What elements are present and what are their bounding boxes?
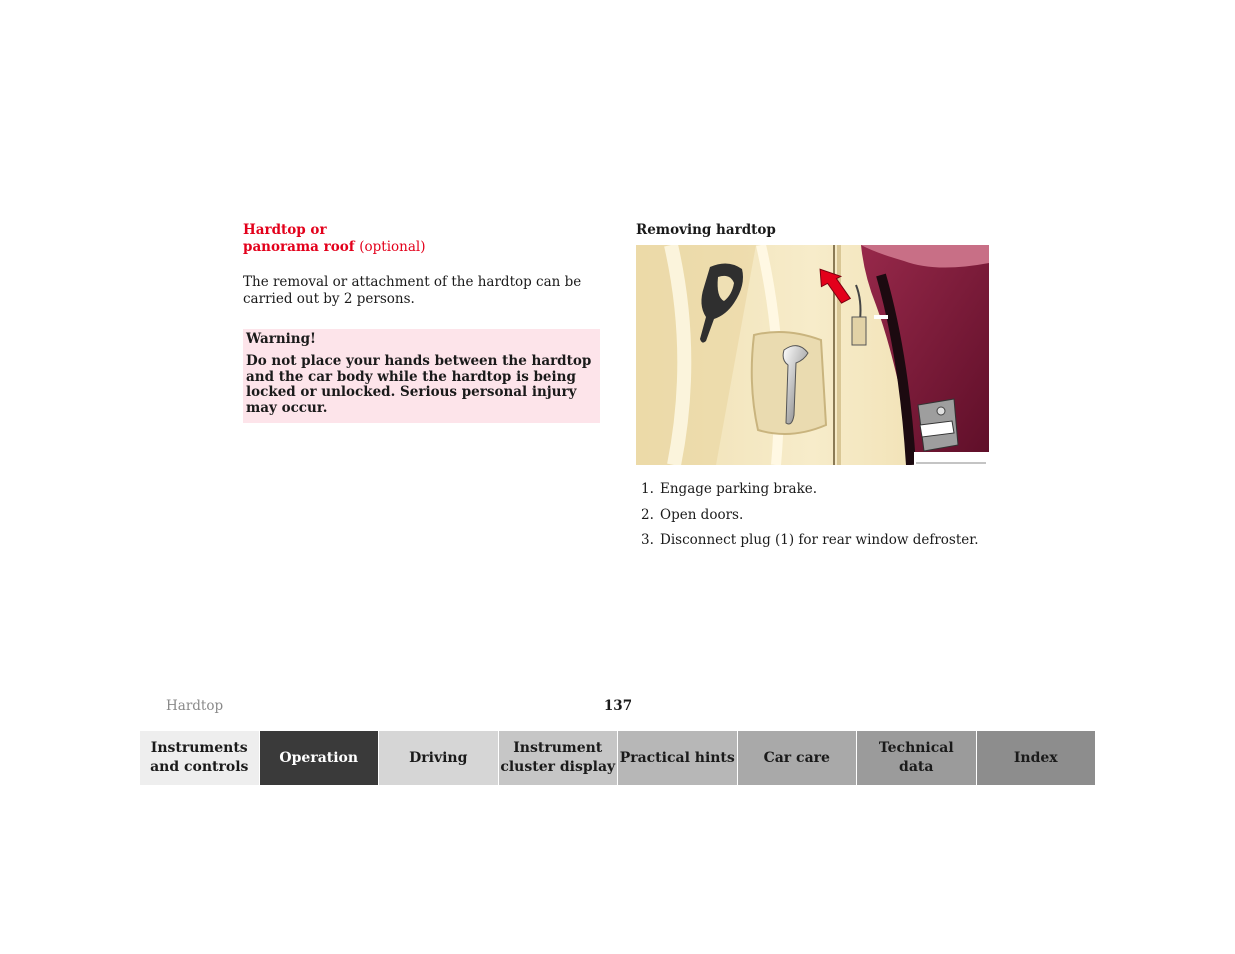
tab-label: Index	[1013, 749, 1058, 766]
step-text: Open doors.	[660, 506, 744, 523]
tab-label: Practical hints	[619, 749, 735, 766]
hardtop-latch-illustration	[636, 245, 989, 465]
step-number: 3.	[641, 532, 654, 548]
tab-label: Driving	[409, 749, 468, 766]
chapter-nav	[140, 731, 1095, 785]
tab-operation[interactable]	[260, 731, 380, 785]
step-text: Disconnect plug (1) for rear window defroster.	[660, 532, 979, 548]
left-column	[243, 222, 601, 423]
tab-label-line2: and controls	[150, 759, 249, 775]
tab-label: Operation	[279, 749, 359, 766]
step-list	[636, 481, 996, 549]
warning-title: Warning!	[246, 331, 316, 347]
section-title-optional: (optional)	[359, 239, 426, 255]
warning-box	[243, 329, 600, 423]
step-number: 1.	[641, 481, 654, 497]
page-number: 137	[603, 698, 633, 714]
tab-instruments-and-controls[interactable]	[140, 731, 260, 785]
tab-label-line1: Technical	[878, 740, 954, 756]
tab-label-line2: data	[899, 759, 934, 775]
tab-label-line2: cluster display	[500, 759, 616, 775]
tab-car-care[interactable]	[738, 731, 858, 785]
tab-practical-hints[interactable]	[618, 731, 738, 785]
tab-label-line1: Instrument	[513, 740, 603, 756]
tab-technical-data[interactable]	[857, 731, 977, 785]
tab-driving[interactable]	[379, 731, 499, 785]
section-title-line2: panorama roof	[243, 239, 355, 255]
section-title-line1: Hardtop or	[243, 222, 327, 238]
list-item	[636, 507, 996, 524]
step-text: Engage parking brake.	[660, 481, 818, 497]
list-item	[636, 481, 996, 498]
warning-text: Do not place your hands between the hardtop and the car body while the hardtop is being locked or unlocked. Serious personal injury may occur.	[246, 353, 592, 416]
section-title	[243, 222, 601, 256]
footer-section-name: Hardtop	[166, 698, 224, 714]
step-number: 2.	[641, 506, 654, 523]
intro-text: The removal or attachment of the hardtop can be carried out by 2 persons.	[243, 274, 582, 307]
tab-label: Car care	[763, 749, 830, 766]
removing-hardtop-heading: Removing hardtop	[636, 222, 776, 238]
right-column	[636, 222, 996, 558]
list-item	[636, 532, 996, 549]
tab-index[interactable]	[977, 731, 1096, 785]
tab-instrument-cluster-display[interactable]	[499, 731, 619, 785]
tab-label-line1: Instruments	[150, 740, 248, 756]
